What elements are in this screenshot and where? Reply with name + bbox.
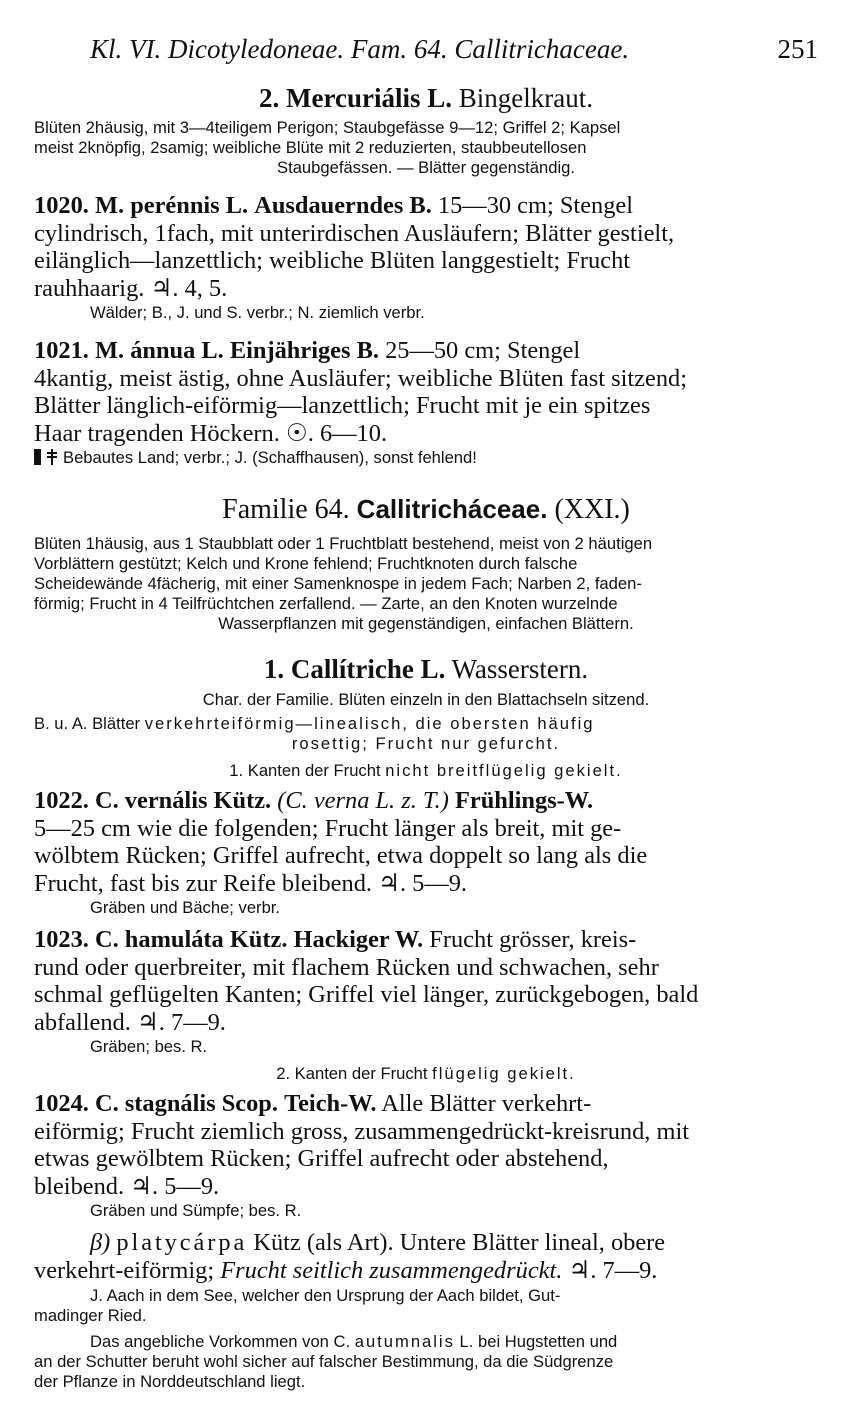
species-common-name: Teich-W. xyxy=(284,1090,377,1117)
species-name: C. stagnális Scop. xyxy=(95,1090,278,1117)
species-common-name: Ausdauerndes B. xyxy=(254,192,432,219)
key-text: verkehrteiförmig—linealisch, die obersten häufig xyxy=(144,714,595,733)
genus-title: 1. Callítriche L. xyxy=(263,654,446,684)
species-text: Haar tragenden Höckern. ☉. 6—10. xyxy=(34,419,388,447)
family-heading xyxy=(34,494,818,526)
species-name: C. vernális Kütz. xyxy=(95,787,272,814)
desc-line: Vorblättern gestützt; Kelch und Krone fehlend; Fruchtknoten durch falsche xyxy=(34,554,578,573)
species-name: M. perénnis L. xyxy=(95,192,249,219)
species-text: 15—30 cm; Stengel xyxy=(437,192,634,219)
variety-entry xyxy=(34,1229,818,1284)
species-number: 1023. xyxy=(34,926,89,953)
species-synonym: (C. verna L. z. T.) xyxy=(277,787,449,814)
species-text: cylindrisch, 1fach, mit unterirdischen Ausläufern; Blätter gestielt, xyxy=(34,219,675,247)
species-entry-1021 xyxy=(34,337,818,447)
genus-german-name: Bingelkraut. xyxy=(458,83,593,113)
species-distribution: Gräben; bes. R. xyxy=(90,1037,208,1056)
desc-line: Staubgefässen. — Blätter gegenständig. xyxy=(277,158,575,177)
species-distribution: Bebautes Land; verbr.; J. (Schaffhausen), sonst fehlend! xyxy=(63,448,477,467)
genus-title: 2. Mercuriális L. xyxy=(259,83,452,113)
species-text: rauhhaarig. ♃. 4, 5. xyxy=(34,274,228,302)
species-text: eiförmig; Frucht ziemlich gross, zusammengedrückt-kreisrund, mit xyxy=(34,1117,689,1145)
footnote xyxy=(34,1332,818,1392)
species-text: wölbtem Rücken; Griffel aufrecht, etwa doppelt so lang als die xyxy=(34,842,648,869)
key-B xyxy=(34,714,818,754)
species-number: 1024. xyxy=(34,1090,89,1117)
note-text: an der Schutter beruht wohl sicher auf falscher Bestimmung, da die Südgrenze xyxy=(34,1352,614,1371)
species-number: 1020. xyxy=(34,192,89,219)
species-text: schmal geflügelten Kanten; Griffel viel länger, zurückgebogen, bald xyxy=(34,981,699,1008)
key-1 xyxy=(34,760,818,781)
family-name: Callitricháceae. xyxy=(356,494,548,524)
note-spaced: autumnalis xyxy=(354,1332,455,1351)
species-distribution: Gräben und Bäche; verbr. xyxy=(90,898,281,917)
key-text: rosettig; Frucht nur gefurcht. xyxy=(291,734,561,753)
species-text: 5—25 cm wie die folgenden; Frucht länger als breit, mit ge- xyxy=(34,814,622,842)
species-text: 4kantig, meist ästig, ohne Ausläufer; weibliche Blüten fast sitzend; xyxy=(34,364,687,392)
note-text: der Pflanze in Norddeutschland liegt. xyxy=(34,1372,306,1391)
species-text: bleibend. ♃. 5—9. xyxy=(34,1172,220,1200)
key-spaced: nicht breitflügelig gekielt. xyxy=(385,761,623,780)
desc-line: Blüten 1häusig, aus 1 Staubblatt oder 1 Fruchtblatt bestehend, meist von 2 häutigen xyxy=(34,534,653,553)
note-text: Das angebliche Vorkommen von C. xyxy=(90,1332,351,1351)
variety-phenology: ♃. 7—9. xyxy=(568,1256,658,1284)
key-2 xyxy=(34,1063,818,1084)
genus-heading-mercurialis xyxy=(34,83,818,114)
key-prefix: 1. Kanten der Frucht xyxy=(229,761,381,780)
species-common-name: Hackiger W. xyxy=(293,926,424,953)
species-name: M. ánnua L. xyxy=(95,337,224,364)
desc-line: Wasserpflanzen mit gegenständigen, einfachen Blättern. xyxy=(218,614,634,633)
page-number: 251 xyxy=(777,34,818,64)
genus-heading-callitriche xyxy=(34,654,818,685)
species-entry-1023 xyxy=(34,926,818,1036)
variety-locality xyxy=(34,1286,818,1326)
genus-description xyxy=(34,118,818,178)
key-label: B. u. A. Blätter xyxy=(34,714,141,733)
family-description xyxy=(34,534,818,634)
species-number: 1021. xyxy=(34,337,89,364)
species-entry-1024 xyxy=(34,1090,818,1200)
species-text: Frucht, fast bis zur Reife bleibend. ♃. 5—9. xyxy=(34,869,468,897)
genus-character: Char. der Familie. Blüten einzeln in den Blattachseln sitzend. xyxy=(202,690,650,709)
family-prefix: Familie 64. xyxy=(222,494,350,525)
species-text: Frucht grösser, kreis- xyxy=(429,926,637,953)
species-entry-1020 xyxy=(34,192,818,302)
locality-line: madinger Ried. xyxy=(34,1306,147,1325)
key-prefix: 2. Kanten der Frucht xyxy=(276,1064,428,1083)
variety-text: verkehrt-eiförmig; xyxy=(34,1256,215,1284)
desc-line: Blüten 2häusig, mit 3—4teiligem Perigon; Staubgefässe 9—12; Griffel 2; Kapsel xyxy=(34,118,621,137)
species-number: 1022. xyxy=(34,787,89,814)
species-name: C. hamuláta Kütz. xyxy=(95,926,288,953)
plant-stem-icon xyxy=(47,449,57,465)
desc-line: Scheidewände 4fächerig, mit einer Samenknospe in jedem Fach; Narben 2, faden- xyxy=(34,574,642,593)
square-block-icon xyxy=(34,449,41,465)
species-distribution: Wälder; B., J. und S. verbr.; N. ziemlich verbr. xyxy=(90,303,425,322)
desc-line: förmig; Frucht in 4 Teilfrüchtchen zerfallend. — Zarte, an den Knoten wurzelnde xyxy=(34,594,618,613)
species-distribution: Gräben und Sümpfe; bes. R. xyxy=(90,1201,302,1220)
variety-italic-text: Frucht seitlich zusammengedrückt. xyxy=(220,1256,563,1284)
species-distribution-row xyxy=(34,447,818,468)
species-text: etwas gewölbtem Rücken; Griffel aufrecht oder abstehend, xyxy=(34,1145,609,1172)
locality-line: J. Aach in dem See, welcher den Ursprung der Aach bildet, Gut- xyxy=(90,1286,561,1305)
running-title: Kl. VI. Dicotyledoneae. Fam. 64. Callitrichaceae. xyxy=(90,34,630,64)
key-spaced: flügelig gekielt. xyxy=(432,1064,576,1083)
variety-marker: β) xyxy=(90,1229,111,1256)
genus-german-name: Wasserstern. xyxy=(451,654,589,684)
running-head xyxy=(90,34,818,65)
species-text: Blätter länglich-eiförmig—lanzettlich; Frucht mit je ein spitzes xyxy=(34,392,651,419)
variety-text: Kütz (als Art). Untere Blätter lineal, obere xyxy=(253,1229,666,1256)
species-common-name: Einjähriges B. xyxy=(229,337,379,364)
species-text: eilänglich—lanzettlich; weibliche Blüten langgestielt; Frucht xyxy=(34,247,631,274)
species-entry-1022 xyxy=(34,787,818,897)
species-common-name: Frühlings-W. xyxy=(455,787,594,814)
note-text: L. bei Hugstetten und xyxy=(459,1332,618,1351)
species-text: Alle Blätter verkehrt- xyxy=(381,1090,592,1117)
desc-line: meist 2knöpfig, 2samig; weibliche Blüte mit 2 reduzierten, staubbeutellosen xyxy=(34,138,587,157)
species-text: abfallend. ♃. 7—9. xyxy=(34,1008,226,1036)
species-text: rund oder querbreiter, mit flachem Rücken und schwachen, sehr xyxy=(34,953,659,981)
family-class: (XXI.) xyxy=(554,494,630,525)
variety-name: platycárpa xyxy=(116,1229,248,1256)
species-text: 25—50 cm; Stengel xyxy=(385,337,581,364)
